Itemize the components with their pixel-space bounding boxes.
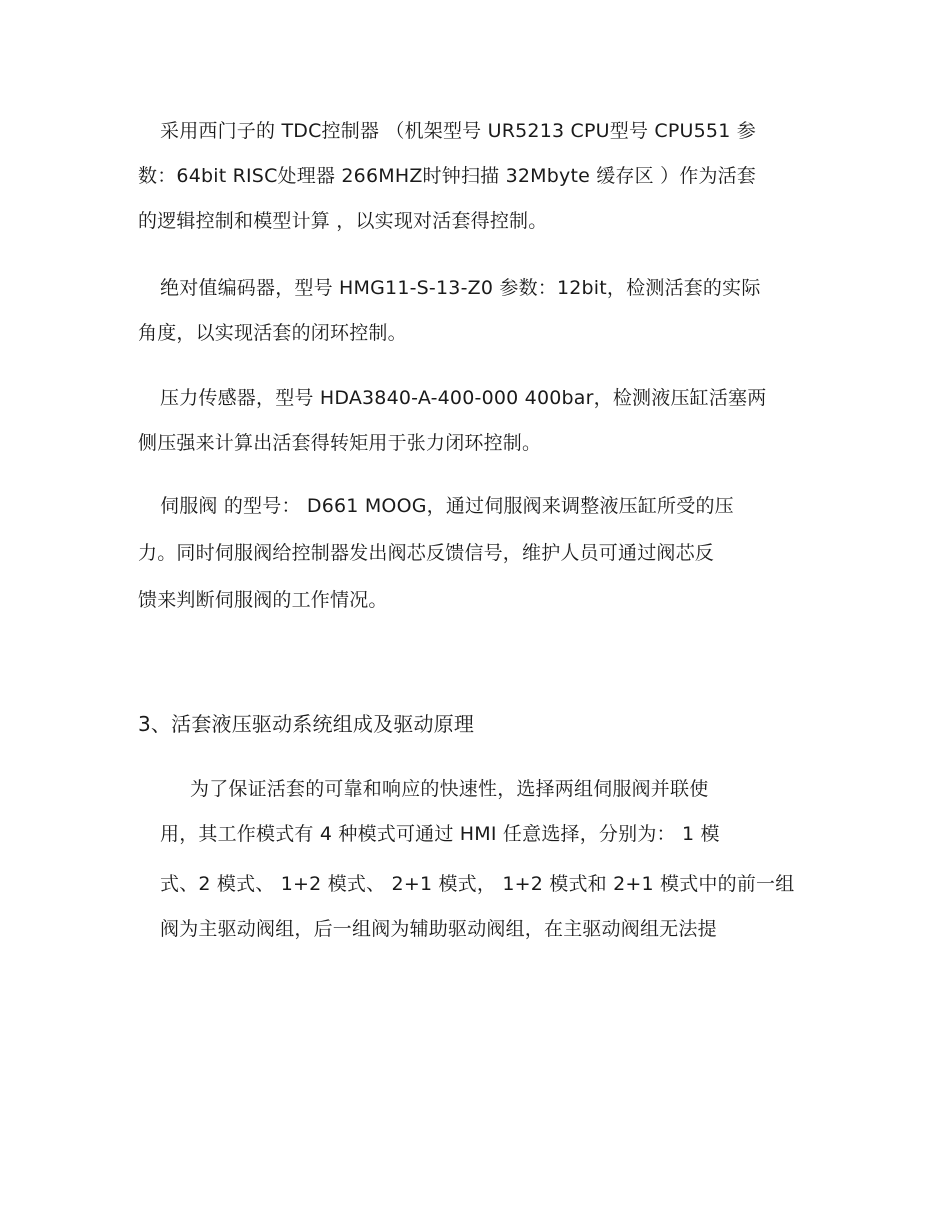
section-paragraph-line-3: 式、2 模式、 1+2 模式、 2+1 模式， 1+2 模式和 2+1 模式中的前一组: [160, 873, 795, 895]
paragraph-4-line-3: 馈来判断伺服阀的工作情况。: [138, 589, 388, 611]
paragraph-1-line-3: 的逻辑控制和模型计算 ，以实现对活套得控制。: [138, 210, 548, 232]
paragraph-1-line-1: 采用西门子的 TDC控制器 （机架型号 UR5213 CPU型号 CPU551 参: [160, 120, 756, 142]
paragraph-2-line-2: 角度，以实现活套的闭环控制。: [138, 322, 407, 344]
section-heading: 3、活套液压驱动系统组成及驱动原理: [138, 712, 475, 736]
paragraph-4-line-2: 力。同时伺服阀给控制器发出阀芯反馈信号，维护人员可通过阀芯反: [138, 542, 715, 564]
paragraph-3-line-2: 侧压强来计算出活套得转矩用于张力闭环控制。: [138, 432, 542, 454]
paragraph-4-line-1: 伺服阀 的型号： D661 MOOG，通过伺服阀来调整液压缸所受的压: [160, 495, 734, 517]
paragraph-2-line-1: 绝对值编码器，型号 HMG11-S-13-Z0 参数：12bit，检测活套的实际: [160, 277, 761, 299]
paragraph-1-line-2: 数：64bit RISC处理器 266MHZ时钟扫描 32Mbyte 缓存区 ）作为活套: [138, 165, 757, 187]
section-paragraph-line-1: 为了保证活套的可靠和响应的快速性，选择两组伺服阀并联使: [190, 778, 709, 800]
section-paragraph-line-4: 阀为主驱动阀组，后一组阀为辅助驱动阀组，在主驱动阀组无法提: [160, 918, 717, 940]
section-paragraph-line-2: 用，其工作模式有 4 种模式可通过 HMI 任意选择，分别为： 1 模: [160, 823, 720, 845]
paragraph-3-line-1: 压力传感器，型号 HDA3840-A-400-000 400bar，检测液压缸活塞两: [160, 387, 767, 409]
